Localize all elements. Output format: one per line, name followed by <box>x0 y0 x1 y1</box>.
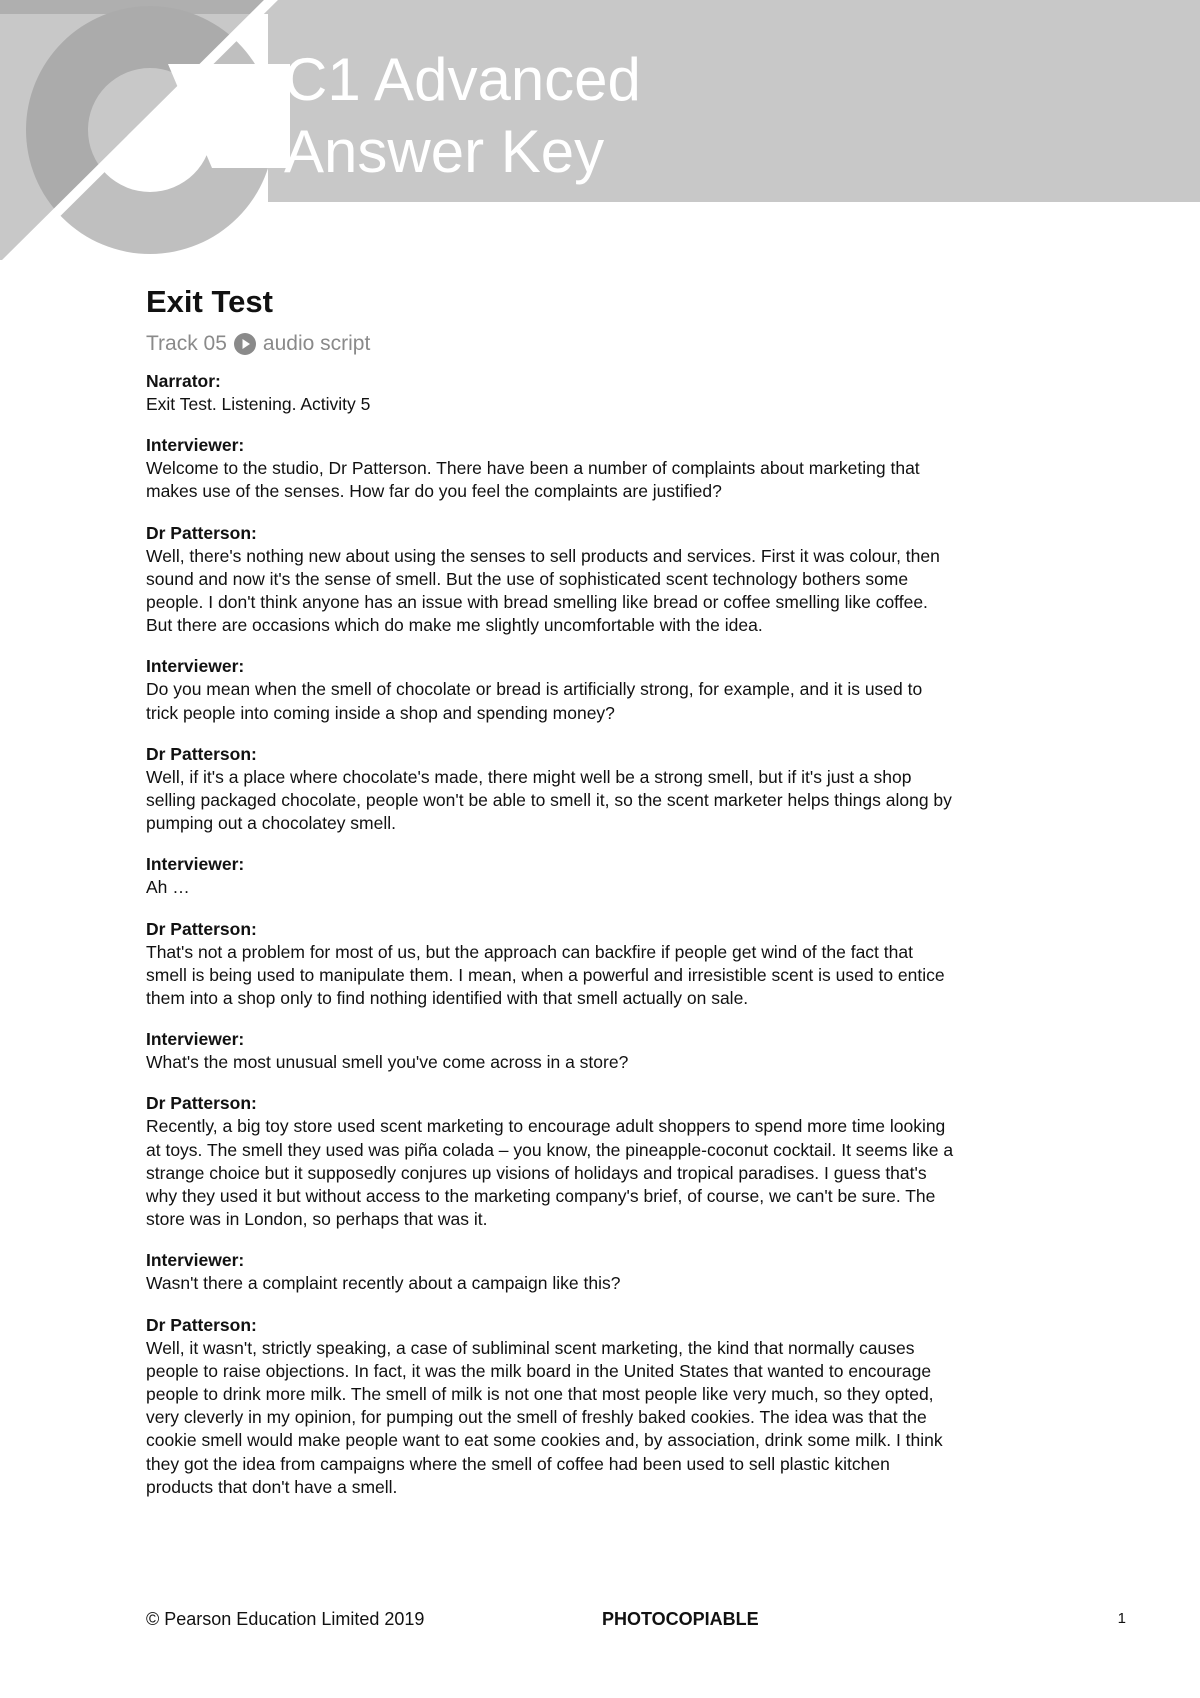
speech-text <box>146 1115 1066 1231</box>
speech-text <box>146 1272 1066 1295</box>
copyright-notice: © Pearson Education Limited 2019 <box>146 1609 425 1629</box>
speech-line: store was in London, so perhaps that was it. <box>146 1209 488 1230</box>
speech-line: That's not a problem for most of us, but the approach can backfire if people get wind of the fact that <box>146 941 913 962</box>
speech-line: selling packaged chocolate, people won't be able to smell it, so the scent marketer helps things along by <box>146 790 952 811</box>
transcript-turn <box>146 1092 1066 1231</box>
speech-line: products that don't have a smell. <box>146 1476 398 1497</box>
speech-line: why they used it but without access to the marketing company's brief, of course, we can't be sure. The <box>146 1186 936 1207</box>
speech-line: But there are occasions which do make me slightly uncomfortable with the idea. <box>146 615 763 636</box>
play-icon <box>233 332 257 356</box>
speaker-label: Interviewer: <box>146 1029 245 1050</box>
speech-line: makes use of the senses. How far do you feel the complaints are justified? <box>146 481 722 502</box>
speech-line: Exit Test. Listening. Activity 5 <box>146 394 371 414</box>
speech-line: people to raise objections. In fact, it was the milk board in the United States that wanted to encourage <box>146 1360 932 1381</box>
speech-line: Well, it wasn't, strictly speaking, a case of subliminal scent marketing, the kind that normally causes <box>146 1337 915 1358</box>
transcript-turn <box>146 370 1066 416</box>
speech-line: pumping out a chocolatey smell. <box>146 813 396 834</box>
speech-line: Do you mean when the smell of chocolate or bread is artificially strong, for example, and it is used to <box>146 679 923 700</box>
speech-line: Ah … <box>146 877 190 898</box>
speech-line: at toys. The smell they used was piña colada – you know, the pineapple-coconut cocktail. It seems like a <box>146 1139 954 1160</box>
speech-line: sound and now it's the sense of smell. But the use of sophisticated scent technology bothers some <box>146 568 909 589</box>
transcript-turn <box>146 743 1066 836</box>
speech-line: cookie smell would make people want to eat some cookies and, by association, drink some milk. I think <box>146 1430 943 1451</box>
speech-text <box>146 941 1066 1011</box>
page-number: 1 <box>1117 1610 1126 1627</box>
speech-line: Well, if it's a place where chocolate's made, there might well be a strong smell, but if it's just a shop <box>146 766 912 787</box>
speaker-label: Dr Patterson: <box>146 522 257 543</box>
transcript-turn <box>146 918 1066 1011</box>
track-suffix: audio script <box>262 332 371 355</box>
speech-line: Wasn't there a complaint recently about a campaign like this? <box>146 1273 621 1294</box>
speech-line: strange choice but it supposedly conjures up visions of holidays and tropical paradises. I guess that's <box>146 1162 927 1183</box>
transcript-turn <box>146 1028 1066 1074</box>
speaker-label: Dr Patterson: <box>146 743 257 764</box>
speech-line: very cleverly in my opinion, for pumping out the smell of freshly baked cookies. The idea was that the <box>146 1407 927 1428</box>
speech-text <box>146 678 1066 724</box>
speaker-label: Interviewer: <box>146 854 245 875</box>
speaker-label: Interviewer: <box>146 1250 245 1271</box>
speech-text <box>146 876 1066 899</box>
document-title-line-2: Answer Key <box>284 118 605 185</box>
speech-line: trick people into coming inside a shop and spending money? <box>146 702 615 723</box>
speaker-label: Narrator: <box>146 371 221 391</box>
speech-line: people to drink more milk. The smell of milk is not one that most people like very much, so they opted, <box>146 1384 934 1405</box>
speech-text <box>146 1051 1066 1074</box>
transcript-turn <box>146 853 1066 899</box>
speech-text <box>146 457 1066 503</box>
speech-line: smell is being used to manipulate them. I mean, when a powerful and irresistible scent is used to entice <box>146 964 945 985</box>
track-number: Track 05 <box>146 332 227 355</box>
speaker-label: Dr Patterson: <box>146 1314 257 1335</box>
speaker-label: Dr Patterson: <box>146 1093 257 1114</box>
speaker-label: Interviewer: <box>146 435 245 456</box>
logo-mark-icon <box>0 0 290 260</box>
speaker-label: Dr Patterson: <box>146 918 257 939</box>
speech-line: them into a shop only to find nothing identified with that smell actually on sale. <box>146 988 749 1009</box>
speech-text <box>146 393 1066 416</box>
speech-line: Recently, a big toy store used scent marketing to encourage adult shoppers to spend more time looking <box>146 1116 946 1137</box>
speech-text <box>146 545 1066 638</box>
speech-line: Well, there's nothing new about using the senses to sell products and services. First it was colour, then <box>146 545 940 566</box>
transcript-turn <box>146 434 1066 503</box>
transcript-turn <box>146 1314 1066 1499</box>
speech-line: they got the idea from campaigns where the smell of coffee had been used to sell plastic kitchen <box>146 1453 890 1474</box>
page-footer <box>146 1604 1126 1634</box>
speech-text <box>146 1337 1066 1499</box>
speaker-label: Interviewer: <box>146 656 245 677</box>
main-content <box>146 282 1066 1517</box>
photocopiable-label: PHOTOCOPIABLE <box>602 1609 759 1629</box>
speech-line: Welcome to the studio, Dr Patterson. There have been a number of complaints about marketing that <box>146 458 920 479</box>
transcript-turn <box>146 655 1066 724</box>
transcript <box>146 370 1066 1499</box>
section-title: Exit Test <box>146 284 273 319</box>
speech-text <box>146 766 1066 836</box>
speech-line: What's the most unusual smell you've come across in a store? <box>146 1052 629 1073</box>
transcript-turn <box>146 1249 1066 1295</box>
transcript-turn <box>146 522 1066 638</box>
track-label <box>146 330 1066 358</box>
document-title-line-1: C1 Advanced <box>284 46 641 113</box>
speech-line: people. I don't think anyone has an issue with bread smelling like bread or coffee smelling like coffee. <box>146 592 928 613</box>
